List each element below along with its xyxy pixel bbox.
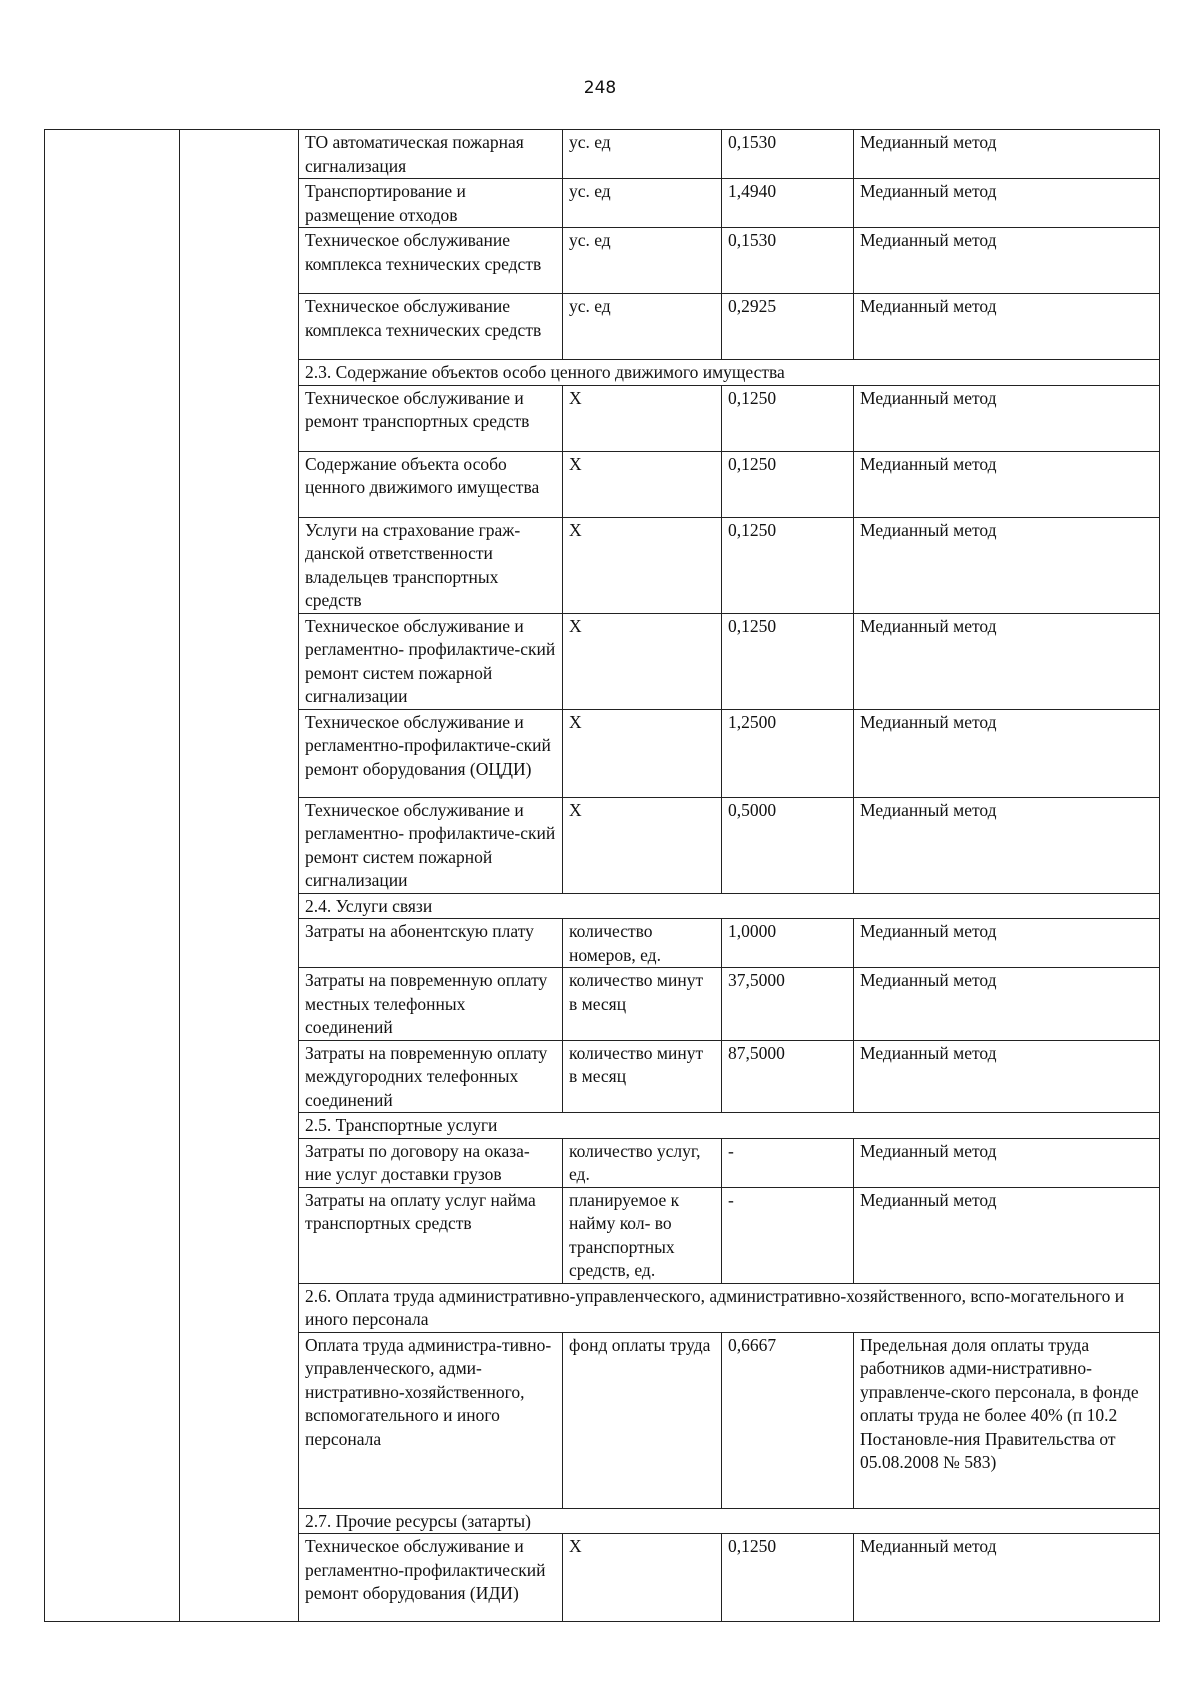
cost-item-name: Затраты на оплату услуг найма транспортных средств [299, 1187, 563, 1283]
unit-cell: X [563, 517, 722, 613]
value-cell: 0,2925 [722, 294, 854, 360]
unit-cell: ус. ед [563, 179, 722, 228]
unit-cell: ус. ед [563, 294, 722, 360]
method-cell: Медианный метод [854, 228, 1160, 294]
cost-item-name: Техническое обслуживание и ремонт транспортных средств [299, 385, 563, 451]
cost-item-name: Услуги на страхование граж-данской ответственности владельцев транспортных средств [299, 517, 563, 613]
value-cell: 0,1250 [722, 1534, 854, 1622]
unit-cell: ус. ед [563, 130, 722, 179]
cost-norms-table [44, 129, 1160, 1622]
value-cell: 1,4940 [722, 179, 854, 228]
value-cell: 0,1530 [722, 228, 854, 294]
value-cell: 37,5000 [722, 968, 854, 1041]
cost-item-name: Затраты по договору на оказа-ние услуг доставки грузов [299, 1138, 563, 1187]
cost-item-name: Затраты на повременную оплату местных телефонных соединений [299, 968, 563, 1041]
value-cell: 0,1250 [722, 613, 854, 709]
unit-cell: планируемое к найму кол- во транспортных средств, ед. [563, 1187, 722, 1283]
cost-item-name: Техническое обслуживание комплекса технических средств [299, 294, 563, 360]
unit-cell: X [563, 1534, 722, 1622]
section-heading: 2.4. Услуги связи [299, 893, 1160, 919]
cost-item-name: Техническое обслуживание и регламентно- профилактиче-ский ремонт систем пожарной сигнализации [299, 613, 563, 709]
method-cell: Предельная доля оплаты труда работников адми-нистративно-управленче-ского персонала, в фонде оплаты труда не более 40% (п 10.2 Постановле-ния Правительства от 05.08.2008 № 583) [854, 1332, 1160, 1508]
value-cell: - [722, 1187, 854, 1283]
unit-cell: количество услуг, ед. [563, 1138, 722, 1187]
method-cell: Медианный метод [854, 1040, 1160, 1113]
value-cell: 1,2500 [722, 709, 854, 797]
method-cell: Медианный метод [854, 517, 1160, 613]
unit-cell: количество минут в месяц [563, 1040, 722, 1113]
cost-item-name: Транспортирование и размещение отходов [299, 179, 563, 228]
unit-cell: X [563, 709, 722, 797]
cost-item-name: Техническое обслуживание комплекса технических средств [299, 228, 563, 294]
table-body [45, 130, 1160, 1622]
cost-item-name: Затраты на абонентскую плату [299, 919, 563, 968]
method-cell: Медианный метод [854, 179, 1160, 228]
section-heading: 2.6. Оплата труда административно-управленческого, административно-хозяйственного, вспо-могательного и иного персонала [299, 1283, 1160, 1332]
unit-cell: количество номеров, ед. [563, 919, 722, 968]
method-cell: Медианный метод [854, 130, 1160, 179]
cost-item-name: Техническое обслуживание и регламентно-профилактический ремонт оборудования (ИДИ) [299, 1534, 563, 1622]
method-cell: Медианный метод [854, 968, 1160, 1041]
value-cell: 0,1250 [722, 385, 854, 451]
unit-cell: X [563, 385, 722, 451]
left-empty-column-1 [45, 130, 180, 1622]
method-cell: Медианный метод [854, 613, 1160, 709]
value-cell: 87,5000 [722, 1040, 854, 1113]
value-cell: 0,5000 [722, 797, 854, 893]
section-heading: 2.5. Транспортные услуги [299, 1113, 1160, 1139]
section-heading: 2.7. Прочие ресурсы (затарты) [299, 1508, 1160, 1534]
unit-cell: количество минут в месяц [563, 968, 722, 1041]
method-cell: Медианный метод [854, 797, 1160, 893]
unit-cell: X [563, 797, 722, 893]
value-cell: 0,1530 [722, 130, 854, 179]
left-empty-column-2 [180, 130, 299, 1622]
value-cell: 0,6667 [722, 1332, 854, 1508]
value-cell: - [722, 1138, 854, 1187]
method-cell: Медианный метод [854, 709, 1160, 797]
method-cell: Медианный метод [854, 294, 1160, 360]
cost-item-name: Затраты на повременную оплату междугородних телефонных соединений [299, 1040, 563, 1113]
cost-item-name: Содержание объекта особо ценного движимого имущества [299, 451, 563, 517]
unit-cell: X [563, 613, 722, 709]
value-cell: 0,1250 [722, 451, 854, 517]
method-cell: Медианный метод [854, 919, 1160, 968]
cost-item-name: Оплата труда администра-тивно-управленческого, адми-нистративно-хозяйственного, вспомогательного и иного персонала [299, 1332, 563, 1508]
unit-cell: ус. ед [563, 228, 722, 294]
method-cell: Медианный метод [854, 451, 1160, 517]
value-cell: 1,0000 [722, 919, 854, 968]
unit-cell: фонд оплаты труда [563, 1332, 722, 1508]
method-cell: Медианный метод [854, 385, 1160, 451]
cost-item-name: ТО автоматическая пожарная сигнализация [299, 130, 563, 179]
cost-item-name: Техническое обслуживание и регламентно-профилактиче-ский ремонт оборудования (ОЦДИ) [299, 709, 563, 797]
section-heading: 2.3. Содержание объектов особо ценного движимого имущества [299, 360, 1160, 386]
method-cell: Медианный метод [854, 1534, 1160, 1622]
method-cell: Медианный метод [854, 1187, 1160, 1283]
cost-item-name: Техническое обслуживание и регламентно- профилактиче-ский ремонт систем пожарной сигнализации [299, 797, 563, 893]
method-cell: Медианный метод [854, 1138, 1160, 1187]
value-cell: 0,1250 [722, 517, 854, 613]
unit-cell: X [563, 451, 722, 517]
table-row [45, 130, 1160, 179]
page-number: 248 [583, 78, 617, 98]
